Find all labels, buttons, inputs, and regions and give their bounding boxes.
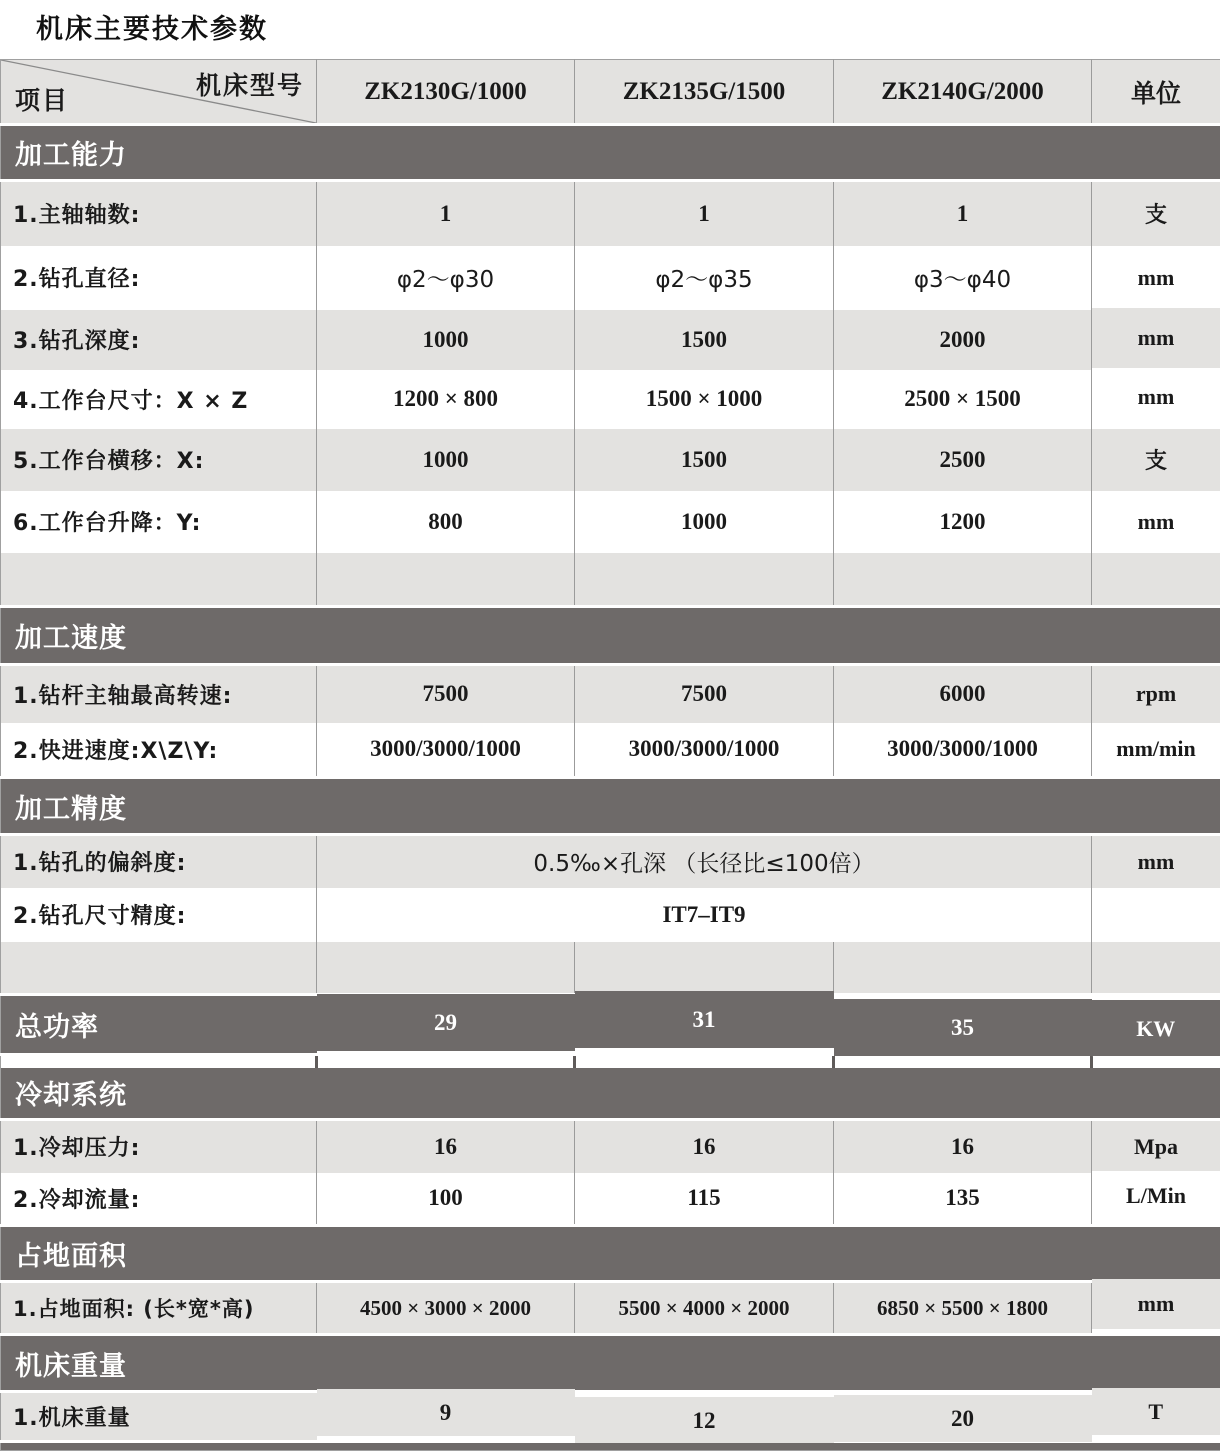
cell-value: φ2～φ30 bbox=[317, 246, 575, 310]
cell-value: 2000 bbox=[834, 310, 1092, 370]
cell-value: 2500 bbox=[834, 429, 1092, 491]
cell-value: 31 bbox=[575, 990, 834, 1050]
cell-value: φ3～φ40 bbox=[834, 246, 1092, 310]
cell-value: 1500 × 1000 bbox=[575, 370, 834, 429]
model-header-3: ZK2140G/2000 bbox=[834, 60, 1092, 125]
cell-value-merged: IT7–IT9 bbox=[317, 888, 1092, 942]
row-label: 5.工作台横移：X: bbox=[1, 429, 317, 491]
row-label: 1.钻孔的偏斜度: bbox=[1, 835, 317, 888]
cell-value: 115 bbox=[575, 1173, 834, 1226]
cell-unit: Mpa bbox=[1092, 1120, 1220, 1173]
row-label: 2.快进速度:X\Z\Y: bbox=[1, 723, 317, 778]
table-row bbox=[1, 370, 1220, 429]
section-row-machine-weight bbox=[1, 1335, 1220, 1392]
cell-value: 29 bbox=[317, 993, 575, 1053]
row-label: 2.钻孔尺寸精度: bbox=[1, 888, 317, 942]
section-title: 加工精度 bbox=[1, 778, 1220, 835]
cell-value: 20 bbox=[834, 1394, 1092, 1444]
table-header-row bbox=[1, 60, 1220, 125]
cell-value: 35 bbox=[834, 998, 1092, 1058]
row-label: 3.钻孔深度: bbox=[1, 310, 317, 370]
cell-value: 1200 × 800 bbox=[317, 370, 575, 429]
section-row-accuracy bbox=[1, 778, 1220, 835]
row-label: 1.主轴轴数: bbox=[1, 181, 317, 246]
cell-value: 800 bbox=[317, 491, 575, 553]
row-label: 4.工作台尺寸：X × Z bbox=[1, 370, 317, 429]
section-row-speed bbox=[1, 607, 1220, 665]
cell-value: 1 bbox=[575, 181, 834, 246]
section-title: 加工能力 bbox=[1, 125, 1220, 181]
empty-row bbox=[1, 553, 1220, 607]
section-title: 占地面积 bbox=[1, 1226, 1220, 1282]
table-row bbox=[1, 181, 1220, 246]
cell-unit: mm bbox=[1092, 491, 1220, 553]
bottom-strip bbox=[1, 1442, 1220, 1451]
cell-value: 1200 bbox=[834, 491, 1092, 553]
cell-value: 16 bbox=[575, 1120, 834, 1173]
unit-header: 单位 bbox=[1092, 60, 1220, 125]
table-row bbox=[1, 310, 1220, 370]
cell-value: 1 bbox=[317, 181, 575, 246]
cell-unit: mm bbox=[1092, 246, 1220, 310]
row-label: 2.钻孔直径: bbox=[1, 246, 317, 310]
cell-unit: mm/min bbox=[1092, 723, 1220, 778]
table-row bbox=[1, 429, 1220, 491]
section-row-cooling bbox=[1, 1068, 1220, 1120]
table-row bbox=[1, 723, 1220, 778]
row-label: 1.机床重量 bbox=[1, 1392, 317, 1442]
cell-value: 1 bbox=[834, 181, 1092, 246]
cell-value: 1000 bbox=[317, 310, 575, 370]
cell-value: 3000/3000/1000 bbox=[575, 723, 834, 778]
cell-value: 16 bbox=[317, 1120, 575, 1173]
section-title: 机床重量 bbox=[1, 1335, 1220, 1392]
table-row bbox=[1, 246, 1220, 310]
cell-value: 2500 × 1500 bbox=[834, 370, 1092, 429]
cell-value: 3000/3000/1000 bbox=[834, 723, 1092, 778]
cell-value: φ2～φ35 bbox=[575, 246, 834, 310]
cell-unit: T bbox=[1092, 1387, 1220, 1437]
cell-value: 1000 bbox=[575, 491, 834, 553]
section-title: 加工速度 bbox=[1, 607, 1220, 665]
cell-unit: mm bbox=[1092, 368, 1220, 427]
row-label: 1.占地面积: (长*宽*高) bbox=[1, 1282, 317, 1335]
table-row bbox=[1, 491, 1220, 553]
cell-value: 3000/3000/1000 bbox=[317, 723, 575, 778]
row-label: 1.冷却压力: bbox=[1, 1120, 317, 1173]
spacer-row bbox=[1, 1055, 1220, 1068]
cell-value: 100 bbox=[317, 1173, 575, 1226]
cell-unit bbox=[1092, 888, 1220, 942]
cell-value: 16 bbox=[834, 1120, 1092, 1173]
cell-unit: L/Min bbox=[1092, 1171, 1220, 1224]
cell-unit: mm bbox=[1092, 835, 1220, 888]
model-header-2: ZK2135G/1500 bbox=[575, 60, 834, 125]
model-header-1: ZK2130G/1000 bbox=[317, 60, 575, 125]
row-label: 2.冷却流量: bbox=[1, 1173, 317, 1226]
cell-value: 9 bbox=[317, 1388, 575, 1438]
cell-value: 4500 × 3000 × 2000 bbox=[317, 1282, 575, 1335]
section-row-capability bbox=[1, 125, 1220, 181]
section-title: 冷却系统 bbox=[1, 1068, 1220, 1120]
corner-label-machine-model: 机床型号 bbox=[196, 66, 304, 102]
table-row bbox=[1, 888, 1220, 942]
cell-value: 6000 bbox=[834, 665, 1092, 723]
spec-table bbox=[0, 59, 1220, 1451]
cell-unit: KW bbox=[1092, 999, 1220, 1059]
cell-unit: mm bbox=[1092, 1278, 1220, 1331]
page-title: 机床主要技术参数 bbox=[0, 0, 1220, 46]
corner-header-cell bbox=[1, 60, 317, 125]
cell-unit: rpm bbox=[1092, 665, 1220, 723]
table-row bbox=[1, 1392, 1220, 1442]
cell-unit: 支 bbox=[1092, 429, 1220, 491]
section-title: 总功率 bbox=[1, 995, 317, 1055]
cell-value: 5500 × 4000 × 2000 bbox=[575, 1282, 834, 1335]
table-row bbox=[1, 835, 1220, 888]
cell-value: 6850 × 5500 × 1800 bbox=[834, 1282, 1092, 1335]
corner-label-item: 项目 bbox=[15, 81, 69, 117]
row-label: 6.工作台升降：Y: bbox=[1, 491, 317, 553]
cell-value: 1500 bbox=[575, 310, 834, 370]
row-label: 1.钻杆主轴最高转速: bbox=[1, 665, 317, 723]
table-row bbox=[1, 665, 1220, 723]
cell-value: 135 bbox=[834, 1173, 1092, 1226]
table-row bbox=[1, 1282, 1220, 1335]
cell-unit: 支 bbox=[1092, 181, 1220, 246]
section-row-total-power bbox=[1, 995, 1220, 1055]
cell-value: 1500 bbox=[575, 429, 834, 491]
cell-unit: mm bbox=[1092, 308, 1220, 368]
cell-value-merged: 0.5‰×孔深 （长径比≤100倍） bbox=[317, 835, 1092, 888]
empty-row bbox=[1, 942, 1220, 995]
cell-value: 7500 bbox=[575, 665, 834, 723]
section-row-floor-area bbox=[1, 1226, 1220, 1282]
table-row bbox=[1, 1120, 1220, 1173]
cell-value: 1000 bbox=[317, 429, 575, 491]
cell-value: 12 bbox=[575, 1396, 834, 1446]
cell-value: 7500 bbox=[317, 665, 575, 723]
table-row bbox=[1, 1173, 1220, 1226]
